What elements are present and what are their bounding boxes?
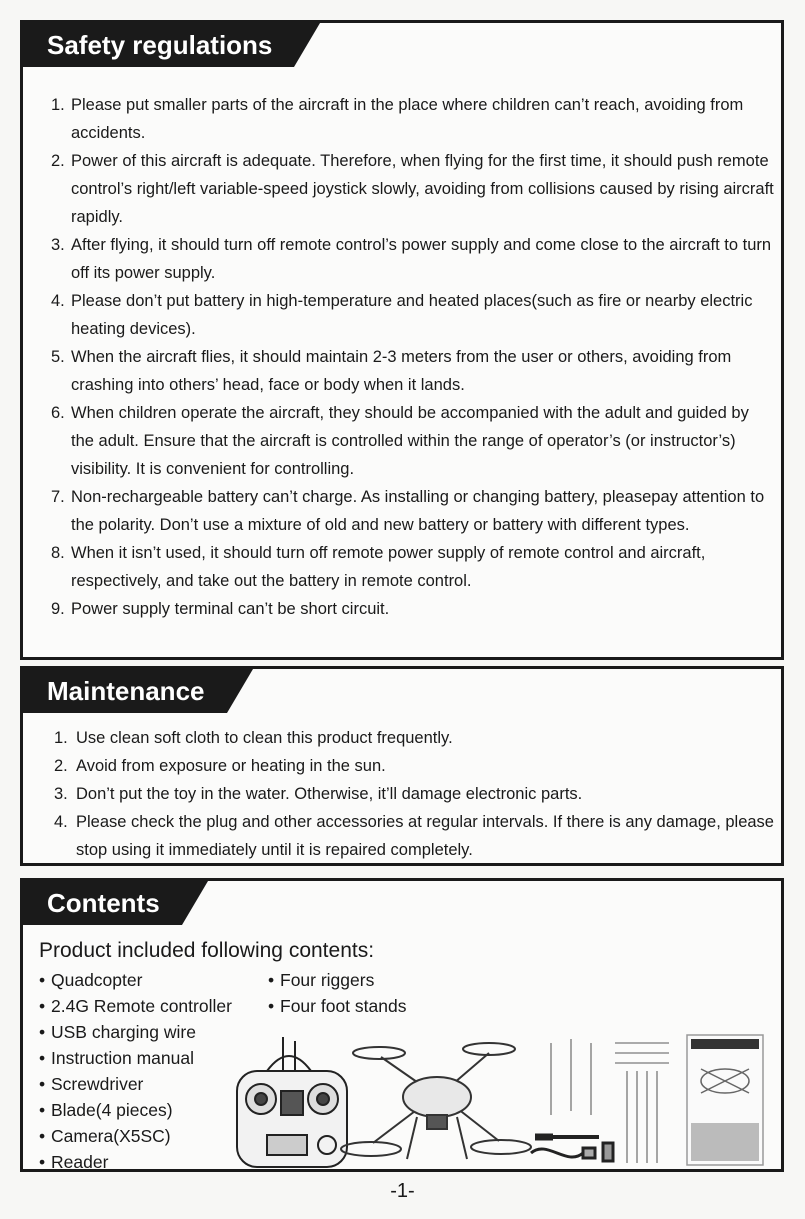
bullet-icon: • [268,970,275,990]
item-text: Please check the plug and other accessories at regular intervals. If there is any damage, please stop using it immediately until it is repaired completely. [76,813,774,859]
list-item [54,724,774,752]
item-text: Camera(X5SC) [51,1126,171,1146]
list-item [39,967,232,993]
bullet-icon: • [39,1152,46,1172]
list-item [51,287,775,343]
contents-title: Contents [23,881,182,925]
bullet-icon: • [39,1022,46,1042]
list-item [51,595,775,623]
contents-section [20,878,784,1172]
list-item [51,231,775,287]
bullet-icon: • [39,996,46,1016]
item-number: 4. [54,813,68,831]
usb-wire-icon [531,1143,613,1161]
item-text: Don’t put the toy in the water. Otherwise, it’ll damage electronic parts. [76,785,583,803]
item-number: 9. [51,600,65,618]
remote-controller-icon [237,1037,347,1167]
list-item [39,993,232,1019]
item-number: 5. [51,348,65,366]
list-item [51,343,775,399]
item-number: 1. [54,729,68,747]
bullet-icon: • [39,1126,46,1146]
safety-title: Safety regulations [23,23,294,67]
item-text: After flying, it should turn off remote control’s power supply and come close to the aircraft to turn off its power supply. [71,236,772,282]
item-text: Please don’t put battery in high-temperature and heated places(such as fire or nearby electric heating devices). [71,292,753,338]
safety-section [20,20,784,660]
bullet-icon: • [39,1048,46,1068]
bullet-icon: • [39,1074,46,1094]
list-item [54,752,774,780]
quadcopter-icon [341,1043,531,1159]
page-number: -1- [390,1180,415,1202]
item-number: 2. [54,757,68,775]
item-text: Avoid from exposure or heating in the sun. [76,757,386,775]
contents-list-right [268,967,406,1019]
safety-list [51,91,775,623]
bullet-icon: • [268,996,275,1016]
list-item [54,808,774,864]
item-number: 6. [51,404,65,422]
item-text: Power of this aircraft is adequate. Therefore, when flying for the first time, it should push remote control’s right/left variable-speed joystick slowly, avoiding from collisions caused by rising aircraft rapidly. [71,152,774,226]
contents-intro: Product included following contents: [39,939,375,962]
list-item [51,91,775,147]
product-photo [231,1031,779,1171]
bullet-icon: • [39,1100,46,1120]
list-item [39,1071,232,1097]
maintenance-list [54,724,774,864]
list-item [51,147,775,231]
instruction-manual-icon [687,1035,763,1165]
item-text: Power supply terminal can’t be short circuit. [71,600,390,618]
item-text: Reader [51,1152,109,1172]
list-item [268,993,406,1019]
item-text: Quadcopter [51,970,143,990]
list-item [268,967,406,993]
item-text: Screwdriver [51,1074,144,1094]
item-text: Four riggers [280,970,375,990]
maintenance-title: Maintenance [23,669,227,713]
item-number: 3. [51,236,65,254]
maintenance-section [20,666,784,866]
item-text: Please put smaller parts of the aircraft in the place where children can’t reach, avoiding from accidents. [71,96,744,142]
item-text: 2.4G Remote controller [51,996,232,1016]
item-text: Use clean soft cloth to clean this product frequently. [76,729,453,747]
item-text: When it isn’t used, it should turn off remote power supply of remote control and aircraft, respectively, and take out the battery in remote control. [71,544,706,590]
list-item [51,539,775,595]
bullet-icon: • [39,970,46,990]
item-number: 1. [51,96,65,114]
item-text: Blade(4 pieces) [51,1100,173,1120]
item-text: USB charging wire [51,1022,196,1042]
contents-list-left [39,967,232,1175]
list-item [39,1097,232,1123]
item-number: 8. [51,544,65,562]
list-item [39,1019,232,1045]
item-number: 4. [51,292,65,310]
list-item [39,1045,232,1071]
item-number: 3. [54,785,68,803]
item-number: 2. [51,152,65,170]
list-item [39,1123,232,1149]
list-item [54,780,774,808]
item-number: 7. [51,488,65,506]
item-text: When the aircraft flies, it should maintain 2-3 meters from the user or others, avoiding from crashing into others’ head, face or body when it lands. [71,348,732,394]
list-item [39,1149,232,1175]
item-text: Instruction manual [51,1048,194,1068]
item-text: Non-rechargeable battery can’t charge. As installing or changing battery, pleasepay attention to the polarity. Don’t use a mixture of old and new battery or battery with different types. [71,488,765,534]
item-text: When children operate the aircraft, they should be accompanied with the adult and guided by the adult. Ensure that the aircraft is controlled within the range of operator’s (or instructor’s) visibility. It is convenient for controlling. [71,404,749,478]
parts-sheet-icon [615,1043,669,1063]
list-item [51,399,775,483]
list-item [51,483,775,539]
item-text: Four foot stands [280,996,407,1016]
